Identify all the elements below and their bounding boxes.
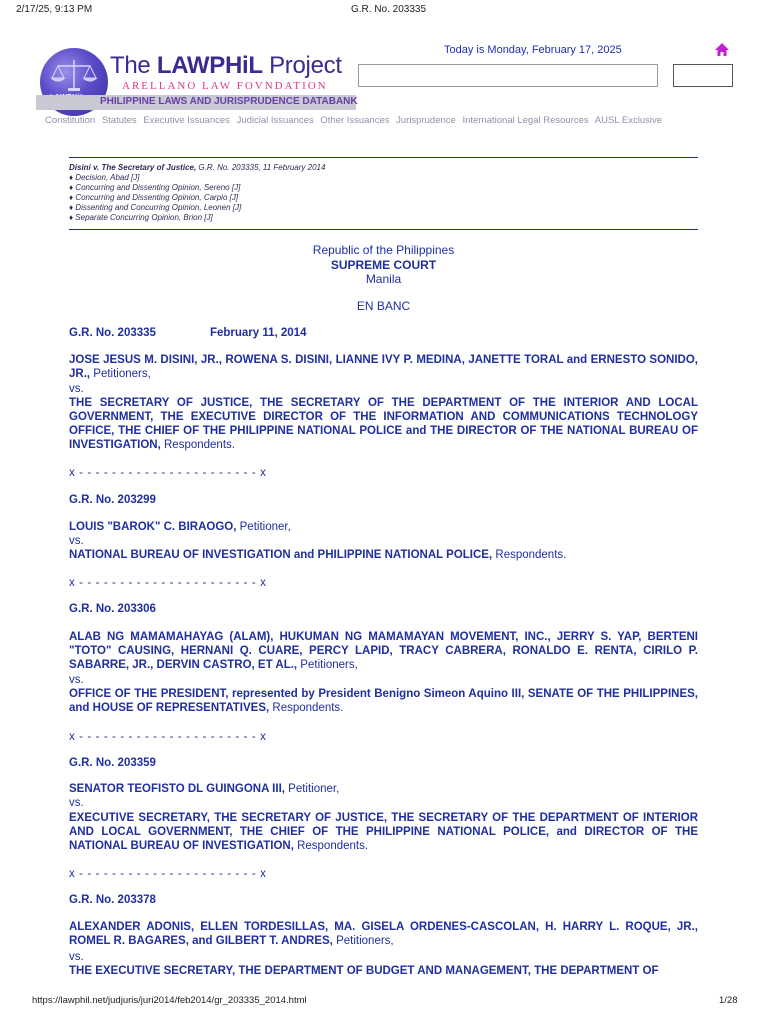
petitioners-block xyxy=(69,920,698,948)
petitioners-role: Petitioner, xyxy=(236,521,291,533)
petitioners-role: Petitioners, xyxy=(297,659,358,671)
versus: vs. xyxy=(69,951,84,963)
nav-international-legal-resources[interactable]: International Legal Resources xyxy=(462,115,589,126)
nav-judicial-issuances[interactable]: Judicial Issuances xyxy=(236,115,314,126)
home-icon[interactable] xyxy=(714,42,730,58)
petitioners-block xyxy=(69,630,698,672)
petitioners-block xyxy=(69,353,698,381)
gr-number: G.R. No. 203378 xyxy=(69,894,156,906)
petitioners-role: Petitioners, xyxy=(332,935,394,947)
scales-of-justice-icon xyxy=(48,56,100,96)
search-button[interactable] xyxy=(673,64,733,87)
petitioners-names: SENATOR TEOFISTO DL GUINGONA III, xyxy=(69,783,285,795)
case-separator: x - - - - - - - - - - - - - - - - - - - - - - x xyxy=(69,731,267,743)
print-page-number: 1/28 xyxy=(719,995,738,1006)
respondents-block xyxy=(69,811,698,853)
respondents-names: NATIONAL BUREAU OF INVESTIGATION and PHILIPPINE NATIONAL POLICE, xyxy=(69,549,493,561)
nav-executive-issuances[interactable]: Executive Issuances xyxy=(143,115,230,126)
print-url: https://lawphil.net/judjuris/juri2014/feb2014/gr_203335_2014.html xyxy=(32,995,307,1006)
nav-other-issuances[interactable]: Other Issuances xyxy=(320,115,390,126)
case-caption xyxy=(69,163,325,223)
respondents-role: Respondents. xyxy=(160,439,235,451)
gr-number: G.R. No. 203335 xyxy=(69,327,156,339)
case-separator: x - - - - - - - - - - - - - - - - - - - - - - x xyxy=(69,467,267,479)
brand-foundation: ARELLANO LAW FOVNDATION xyxy=(122,80,328,92)
respondents-role: Respondents. xyxy=(492,549,567,561)
respondents-names: THE SECRETARY OF JUSTICE, THE SECRETARY OF THE DEPARTMENT OF THE INTERIOR AND LOCAL GOVERNMENT, THE EXECUTIVE DIRECTOR OF THE INFORMATION AND COMMUNICATIONS TECHNOLOGY OFFICE, THE CHIEF OF THE PHILIPPINE NATIONAL POLICE and THE DIRECTOR OF THE NATIONAL BUREAU OF INVESTIGATION, xyxy=(69,397,698,451)
versus: vs. xyxy=(69,383,84,395)
respondents-block xyxy=(69,548,698,562)
respondents-names: THE EXECUTIVE SECRETARY, THE DEPARTMENT OF BUDGET AND MANAGEMENT, THE DEPARTMENT OF xyxy=(69,965,659,977)
caption-bottom-rule xyxy=(69,229,698,230)
petitioners-block xyxy=(69,782,698,796)
opinion-link-leonen[interactable]: ♦ Dissenting and Concurring Opinion, Leonen [J] xyxy=(69,203,242,212)
caption-top-rule xyxy=(69,157,698,158)
case-number-line xyxy=(69,326,698,340)
petitioners-names: LOUIS "BAROK" C. BIRAOGO, xyxy=(69,521,237,533)
gr-number: G.R. No. 203299 xyxy=(69,494,156,506)
petitioners-role: Petitioners, xyxy=(90,368,151,380)
decision-date: February 11, 2014 xyxy=(209,327,307,339)
opinion-link-carpio[interactable]: ♦ Concurring and Dissenting Opinion, Carpio [J] xyxy=(69,193,239,202)
brand-title[interactable]: The LAWPHiL Project xyxy=(110,52,342,79)
print-datetime: 2/17/25, 9:13 PM xyxy=(16,4,93,15)
versus: vs. xyxy=(69,535,84,547)
opinion-link-decision[interactable]: ♦ Decision, Abad [J] xyxy=(69,173,140,182)
respondents-block xyxy=(69,687,698,715)
case-separator: x - - - - - - - - - - - - - - - - - - - - - - x xyxy=(69,868,267,880)
court-division: EN BANC xyxy=(356,299,411,313)
respondents-block xyxy=(69,964,698,978)
nav-statutes[interactable]: Statutes xyxy=(101,115,137,126)
respondents-names: EXECUTIVE SECRETARY, THE SECRETARY OF JUSTICE, THE SECRETARY OF THE DEPARTMENT OF INTERIOR AND LOCAL GOVERNMENT, THE CHIEF OF THE PHILIPPINE NATIONAL POLICE, and DIRECTOR OF THE NATIONAL BUREAU OF INVESTIGATION, xyxy=(69,812,698,852)
opinion-link-sereno[interactable]: ♦ Concurring and Dissenting Opinion, Sereno [J] xyxy=(69,183,241,192)
gr-number: G.R. No. 203306 xyxy=(69,603,156,615)
nav-constitution[interactable]: Constitution xyxy=(45,115,96,126)
gr-number: G.R. No. 203359 xyxy=(69,757,156,769)
court-republic: Republic of the Philippines xyxy=(312,243,455,257)
versus: vs. xyxy=(69,797,84,809)
nav-ausl-exclusive[interactable]: AUSL Exclusive xyxy=(594,115,663,126)
petitioners-block xyxy=(69,520,698,534)
petitioners-names: ALEXANDER ADONIS, ELLEN TORDESILLAS, MA. GISELA ORDENES-CASCOLAN, H. HARRY L. ROQUE, JR., ROMEL R. BAGARES, and GILBERT T. ANDRES, xyxy=(69,921,698,947)
petitioners-names: JOSE JESUS M. DISINI, JR., ROWENA S. DISINI, LIANNE IVY P. MEDINA, JANETTE TORAL and ERNESTO SONIDO, JR., xyxy=(69,354,698,380)
court-name: SUPREME COURT xyxy=(330,258,437,272)
respondents-block xyxy=(69,396,698,452)
caption-case-ref: G.R. No. 203335, 11 February 2014 xyxy=(196,163,326,172)
databank-label: PHILIPPINE LAWS AND JURISPRUDENCE DATABANK xyxy=(100,96,358,107)
print-doc-title: G.R. No. 203335 xyxy=(351,4,427,15)
versus: vs. xyxy=(69,674,84,686)
respondents-role: Respondents. xyxy=(269,702,344,714)
search-input[interactable] xyxy=(358,64,658,87)
respondents-role: Respondents. xyxy=(293,840,369,852)
nav-jurisprudence[interactable]: Jurisprudence xyxy=(396,115,456,126)
respondents-names: OFFICE OF THE PRESIDENT, represented by President Benigno Simeon Aquino III, SENATE OF THE PHILIPPINES, and HOUSE OF REPRESENTATIVES, xyxy=(69,688,698,714)
main-nav xyxy=(45,115,666,126)
caption-case-title: Disini v. The Secretary of Justice, xyxy=(69,163,197,172)
petitioners-names: ALAB NG MAMAMAHAYAG (ALAM), HUKUMAN NG MAMAMAYAN MOVEMENT, INC., JERRY S. YAP, BERTENI "TOTO" CAUSING, HERNANI Q. CUARE, PERCY LAPID, TRACY CABRERA, RONALDO E. RENTA, CIRILO P. SABARRE, JR., DERVIN CASTRO, ET AL., xyxy=(69,631,698,671)
opinion-link-brion[interactable]: ♦ Separate Concurring Opinion, Brion [J] xyxy=(69,213,213,222)
case-separator: x - - - - - - - - - - - - - - - - - - - - - - x xyxy=(69,577,267,589)
court-city: Manila xyxy=(365,272,402,286)
today-date: Today is Monday, February 17, 2025 xyxy=(444,44,622,56)
petitioners-role: Petitioner, xyxy=(284,783,340,795)
